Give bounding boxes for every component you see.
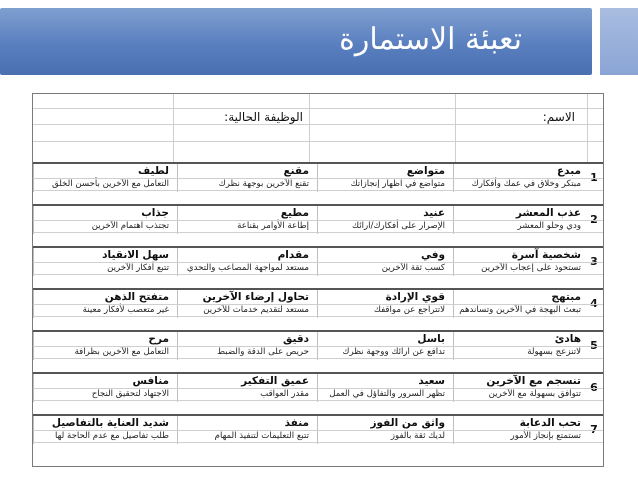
trait-row-divider: [33, 388, 603, 389]
trait-description: إطاعة الأوامر بقناعة: [237, 221, 309, 231]
trait-name: منفذ: [284, 417, 309, 429]
trait-name: متواضع: [406, 165, 445, 177]
trait-name: عذب المعشر: [515, 207, 581, 219]
trait-name: عنيد: [423, 207, 445, 219]
trait-name: مبدع: [556, 165, 581, 177]
trait-name: دقيق: [282, 333, 309, 345]
trait-row: [33, 162, 603, 190]
trait-description: الاجتهاد لتحقيق النجاح: [91, 389, 169, 399]
trait-description: متواضع في اظهار إنجازاتك: [350, 179, 445, 189]
trait-description: تظهر السرور والتفاؤل في العمل: [329, 389, 445, 399]
grid-row-line: [33, 316, 603, 317]
trait-row: [33, 414, 603, 442]
grid-row-line: [33, 400, 603, 401]
trait-row-divider: [33, 304, 603, 305]
trait-name: تنسجم مع الآخرين: [486, 375, 581, 387]
trait-description: تدافع عن آرائك ووجهة نظرك: [342, 347, 445, 357]
trait-description: حريص على الدقة والضبط: [217, 347, 309, 357]
trait-description: ودي وحلو المعشر: [517, 221, 581, 231]
grid-row-line: [33, 442, 603, 443]
grid-column-line: [587, 94, 588, 162]
form-header: [33, 94, 603, 162]
trait-name: مطيع: [280, 207, 309, 219]
trait-name: جذاب: [141, 207, 169, 219]
trait-description: تتبع أفكار الآخرين: [107, 263, 169, 273]
trait-description: غير متعصب لأفكار معينة: [82, 305, 169, 315]
trait-name: مقدام: [277, 249, 309, 261]
trait-description: تتوافق بسهولة مع الآخرين: [488, 389, 581, 399]
trait-name: تحاول إرضاء الآخرين: [202, 291, 309, 303]
trait-row-divider: [33, 220, 603, 221]
trait-description: تتبع التعليمات لتنفيذ المهام: [214, 431, 309, 441]
trait-name: متفتح الذهن: [104, 291, 169, 303]
trait-description: لاتنزعج بسهولة: [527, 347, 581, 357]
trait-name: واثق من الفوز: [370, 417, 445, 429]
grid-row-line: [33, 108, 603, 109]
row-number: 7: [590, 422, 598, 436]
trait-description: الإصرار على أفكارك/آرائك: [351, 221, 445, 231]
job-title-label: الوظيفة الحالية:: [224, 110, 303, 124]
trait-row: [33, 288, 603, 316]
trait-row-divider: [33, 262, 603, 263]
questionnaire-sheet: [32, 93, 604, 467]
row-number: 5: [590, 338, 598, 352]
grid-column-line: [455, 94, 456, 162]
trait-name: تحب الدعابة: [519, 417, 581, 429]
row-number: 2: [590, 212, 598, 226]
trait-row-divider: [33, 178, 603, 179]
trait-name: هادئ: [554, 333, 581, 345]
trait-description: تقنع الآخرين بوجهة نظرك: [218, 179, 309, 189]
trait-row: [33, 204, 603, 232]
trait-row-divider: [33, 346, 603, 347]
trait-name: مبتهج: [551, 291, 581, 303]
grid-row-line: [33, 232, 603, 233]
title-banner: [0, 8, 592, 75]
trait-description: مستعد لمواجهة المصاعب والتحدي: [186, 263, 309, 273]
trait-row: [33, 330, 603, 358]
grid-row-line: [33, 141, 603, 142]
trait-description: التعامل مع الآخرين بأحسن الخلق: [52, 179, 169, 189]
trait-description: التعامل مع الآخرين بظرافة: [74, 347, 169, 357]
trait-row-divider: [33, 430, 603, 431]
trait-name: لطيف: [138, 165, 169, 177]
trait-name: سهل الانقياد: [102, 249, 169, 261]
trait-description: لديك ثقة بالفوز: [390, 431, 445, 441]
grid-row-line: [33, 358, 603, 359]
trait-description: لاتتراجع عن مواقفك: [373, 305, 445, 315]
trait-name: قوي الإرادة: [385, 291, 445, 303]
banner-side-strip: [600, 8, 638, 75]
trait-name: مرح: [148, 333, 169, 345]
page-title: تعبئة الاستمارة: [339, 22, 522, 57]
row-number: 4: [590, 296, 598, 310]
grid-column-line: [309, 94, 310, 162]
trait-description: تستمتع بإنجاز الأمور: [510, 431, 581, 441]
trait-description: تجتذب اهتمام الآخرين: [91, 221, 169, 231]
trait-description: مستعد لتقديم خدمات للآخرين: [203, 305, 309, 315]
grid-row-line: [33, 124, 603, 125]
trait-description: كسب ثقة الآخرين: [381, 263, 445, 273]
name-label: الاسم:: [542, 110, 575, 124]
row-number: 1: [590, 170, 598, 184]
trait-name: باسل: [417, 333, 445, 345]
row-number: 6: [590, 380, 598, 394]
trait-name: وفي: [420, 249, 445, 261]
trait-description: تبعث البهجة في الآخرين وتساندهم: [459, 305, 581, 315]
trait-row: [33, 372, 603, 400]
trait-description: تستحوذ على إعجاب الآخرين: [481, 263, 581, 273]
row-number: 3: [590, 254, 598, 268]
trait-name: منافس: [132, 375, 169, 387]
trait-name: مقنع: [283, 165, 309, 177]
trait-description: مقدر العواقب: [260, 389, 309, 399]
trait-description: طلب تفاصيل مع عدم الحاجة لها: [55, 431, 169, 441]
grid-row-line: [33, 274, 603, 275]
trait-description: مبتكر وخلاق في عمك وأفكارك: [471, 179, 581, 189]
grid-column-line: [173, 94, 174, 162]
trait-name: عميق التفكير: [241, 375, 309, 387]
trait-row: [33, 246, 603, 274]
trait-name: شخصية آسرة: [511, 249, 581, 261]
trait-name: شديد العناية بالتفاصيل: [51, 417, 169, 429]
grid-row-line: [33, 190, 603, 191]
trait-name: سعيد: [418, 375, 445, 387]
